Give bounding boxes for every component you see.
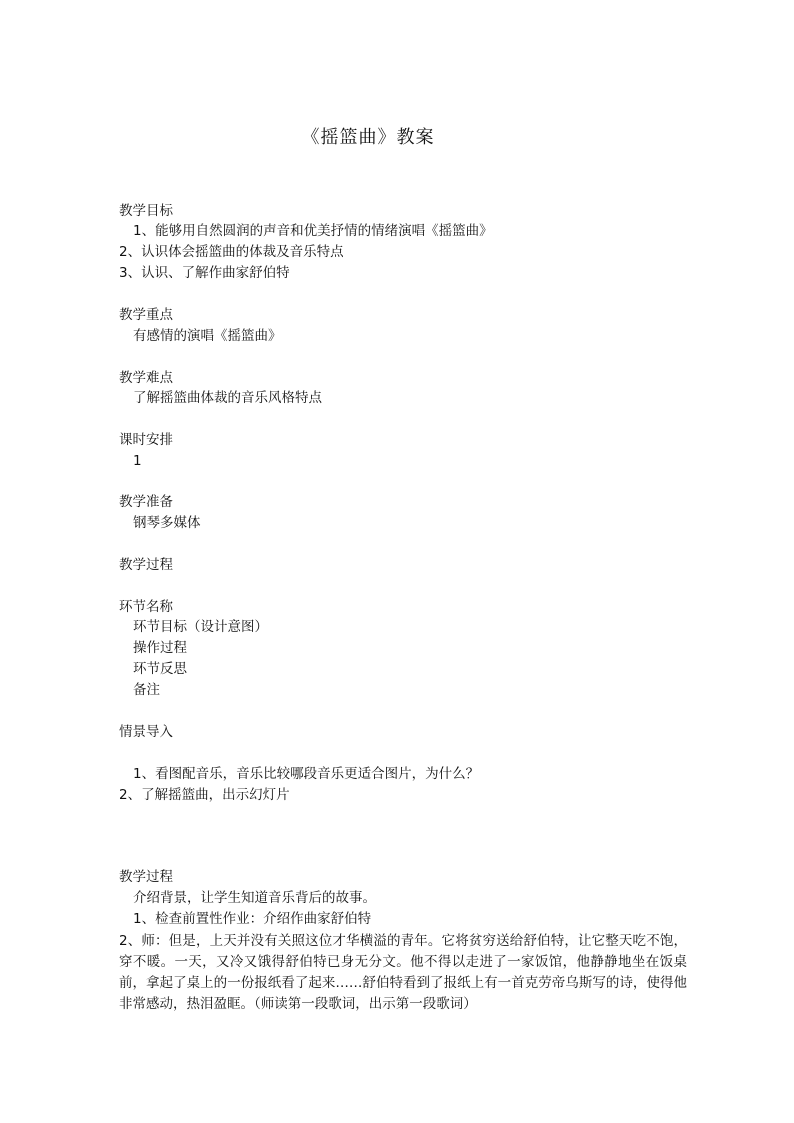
difficulties-text: 了解摇篮曲体裁的音乐风格特点	[133, 390, 322, 406]
process2-paragraph: 2、师：但是，上天并没有关照这位才华横溢的青年。它将贫穷送给舒伯特，让它整天吃不饱，穿不暖。一天，又冷又饿得舒伯特已身无分文。他不得以走进了一家饭馆，他静静地坐在饭桌前，拿起了桌上的一份报纸看了起来……舒伯特看到了报纸上有一首克劳帝乌斯写的诗，使得他非常感动，热泪盈眶。（师读第一段歌词，出示第一段歌词）	[119, 933, 687, 1012]
process2-line: 介绍背景，让学生知道音乐背后的故事。	[133, 890, 376, 906]
schedule-text: 1	[133, 453, 142, 469]
preparation-heading: 教学准备	[119, 494, 173, 510]
key-points-text: 有感情的演唱《摇篮曲》	[133, 328, 282, 344]
stages-heading: 环节名称	[119, 599, 173, 615]
objectives-heading: 教学目标	[119, 203, 173, 219]
intro-item: 1、看图配音乐，音乐比较哪段音乐更适合图片，为什么？	[133, 766, 480, 782]
process2-line: 1、检查前置性作业：介绍作曲家舒伯特	[133, 911, 372, 927]
stage-item: 环节反思	[133, 661, 187, 677]
intro-heading: 情景导入	[119, 724, 173, 740]
difficulties-heading: 教学难点	[119, 370, 173, 386]
preparation-text: 钢琴多媒体	[133, 515, 201, 531]
schedule-heading: 课时安排	[119, 432, 173, 448]
objective-item: 3、认识、了解作曲家舒伯特	[119, 265, 290, 281]
stage-item: 备注	[133, 682, 160, 698]
stage-item: 环节目标（设计意图）	[133, 619, 268, 635]
stage-item: 操作过程	[133, 640, 187, 656]
objective-item: 2、认识体会摇篮曲的体裁及音乐特点	[119, 244, 344, 260]
process-heading: 教学过程	[119, 557, 173, 573]
objective-item: 1、能够用自然圆润的声音和优美抒情的情绪演唱《摇篮曲》	[133, 223, 493, 239]
document-title: 《摇篮曲》教案	[301, 127, 435, 148]
process2-heading: 教学过程	[119, 869, 173, 885]
intro-item: 2、了解摇篮曲，出示幻灯片	[119, 787, 290, 803]
key-points-heading: 教学重点	[119, 307, 173, 323]
